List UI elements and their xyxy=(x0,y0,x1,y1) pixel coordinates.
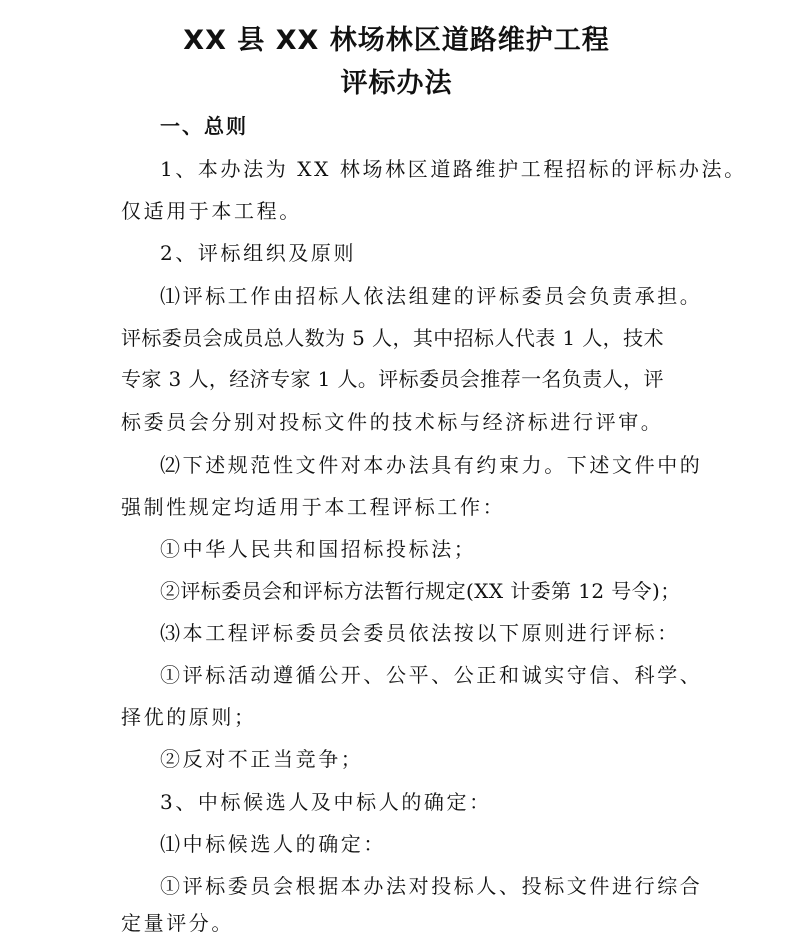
paragraph-line: ⑴中标候选人的确定： xyxy=(160,832,386,856)
list-item: ②反对不正当竞争； xyxy=(160,747,364,771)
subsection-heading-winner: 3、中标候选人及中标人的确定： xyxy=(160,790,492,814)
section-heading-general: 一、总则 xyxy=(160,114,248,138)
list-item: ①评标活动遵循公开、公平、公正和诚实守信、科学、 xyxy=(160,663,703,687)
document-subtitle: 评标办法 xyxy=(340,68,453,99)
paragraph-line: 定量评分。 xyxy=(121,911,234,935)
paragraph-line: 仅适用于本工程。 xyxy=(121,199,302,223)
paragraph-line: ⑶本工程评标委员会委员依法按以下原则进行评标： xyxy=(160,621,680,645)
list-item: ①评标委员会根据本办法对投标人、投标文件进行综合 xyxy=(160,874,703,898)
subsection-heading-organization: 2、评标组织及原则 xyxy=(160,241,357,265)
paragraph-line: 择优的原则； xyxy=(121,705,257,729)
paragraph-line: ⑵下述规范性文件对本办法具有约束力。下述文件中的 xyxy=(160,453,703,477)
paragraph-line: 评标委员会成员总人数为 5 人，其中招标人代表 1 人，技术 xyxy=(121,326,664,350)
paragraph-line: 标委员会分别对投标文件的技术标与经济标进行评审。 xyxy=(121,410,664,434)
paragraph-line: 专家 3 人，经济专家 1 人。评标委员会推荐一名负责人，评 xyxy=(121,367,664,391)
document-title: XX 县 XX 林场林区道路维护工程 xyxy=(183,25,610,56)
list-item: ①中华人民共和国招标投标法； xyxy=(160,537,477,561)
paragraph-line: 强制性规定均适用于本工程评标工作： xyxy=(121,495,506,519)
paragraph-line: ⑴评标工作由招标人依法组建的评标委员会负责承担。 xyxy=(160,284,703,308)
list-item: ②评标委员会和评标方法暂行规定(XX 计委第 12 号令)； xyxy=(160,579,681,603)
paragraph-line: 1、本办法为 XX 林场林区道路维护工程招标的评标办法。 xyxy=(160,157,747,181)
